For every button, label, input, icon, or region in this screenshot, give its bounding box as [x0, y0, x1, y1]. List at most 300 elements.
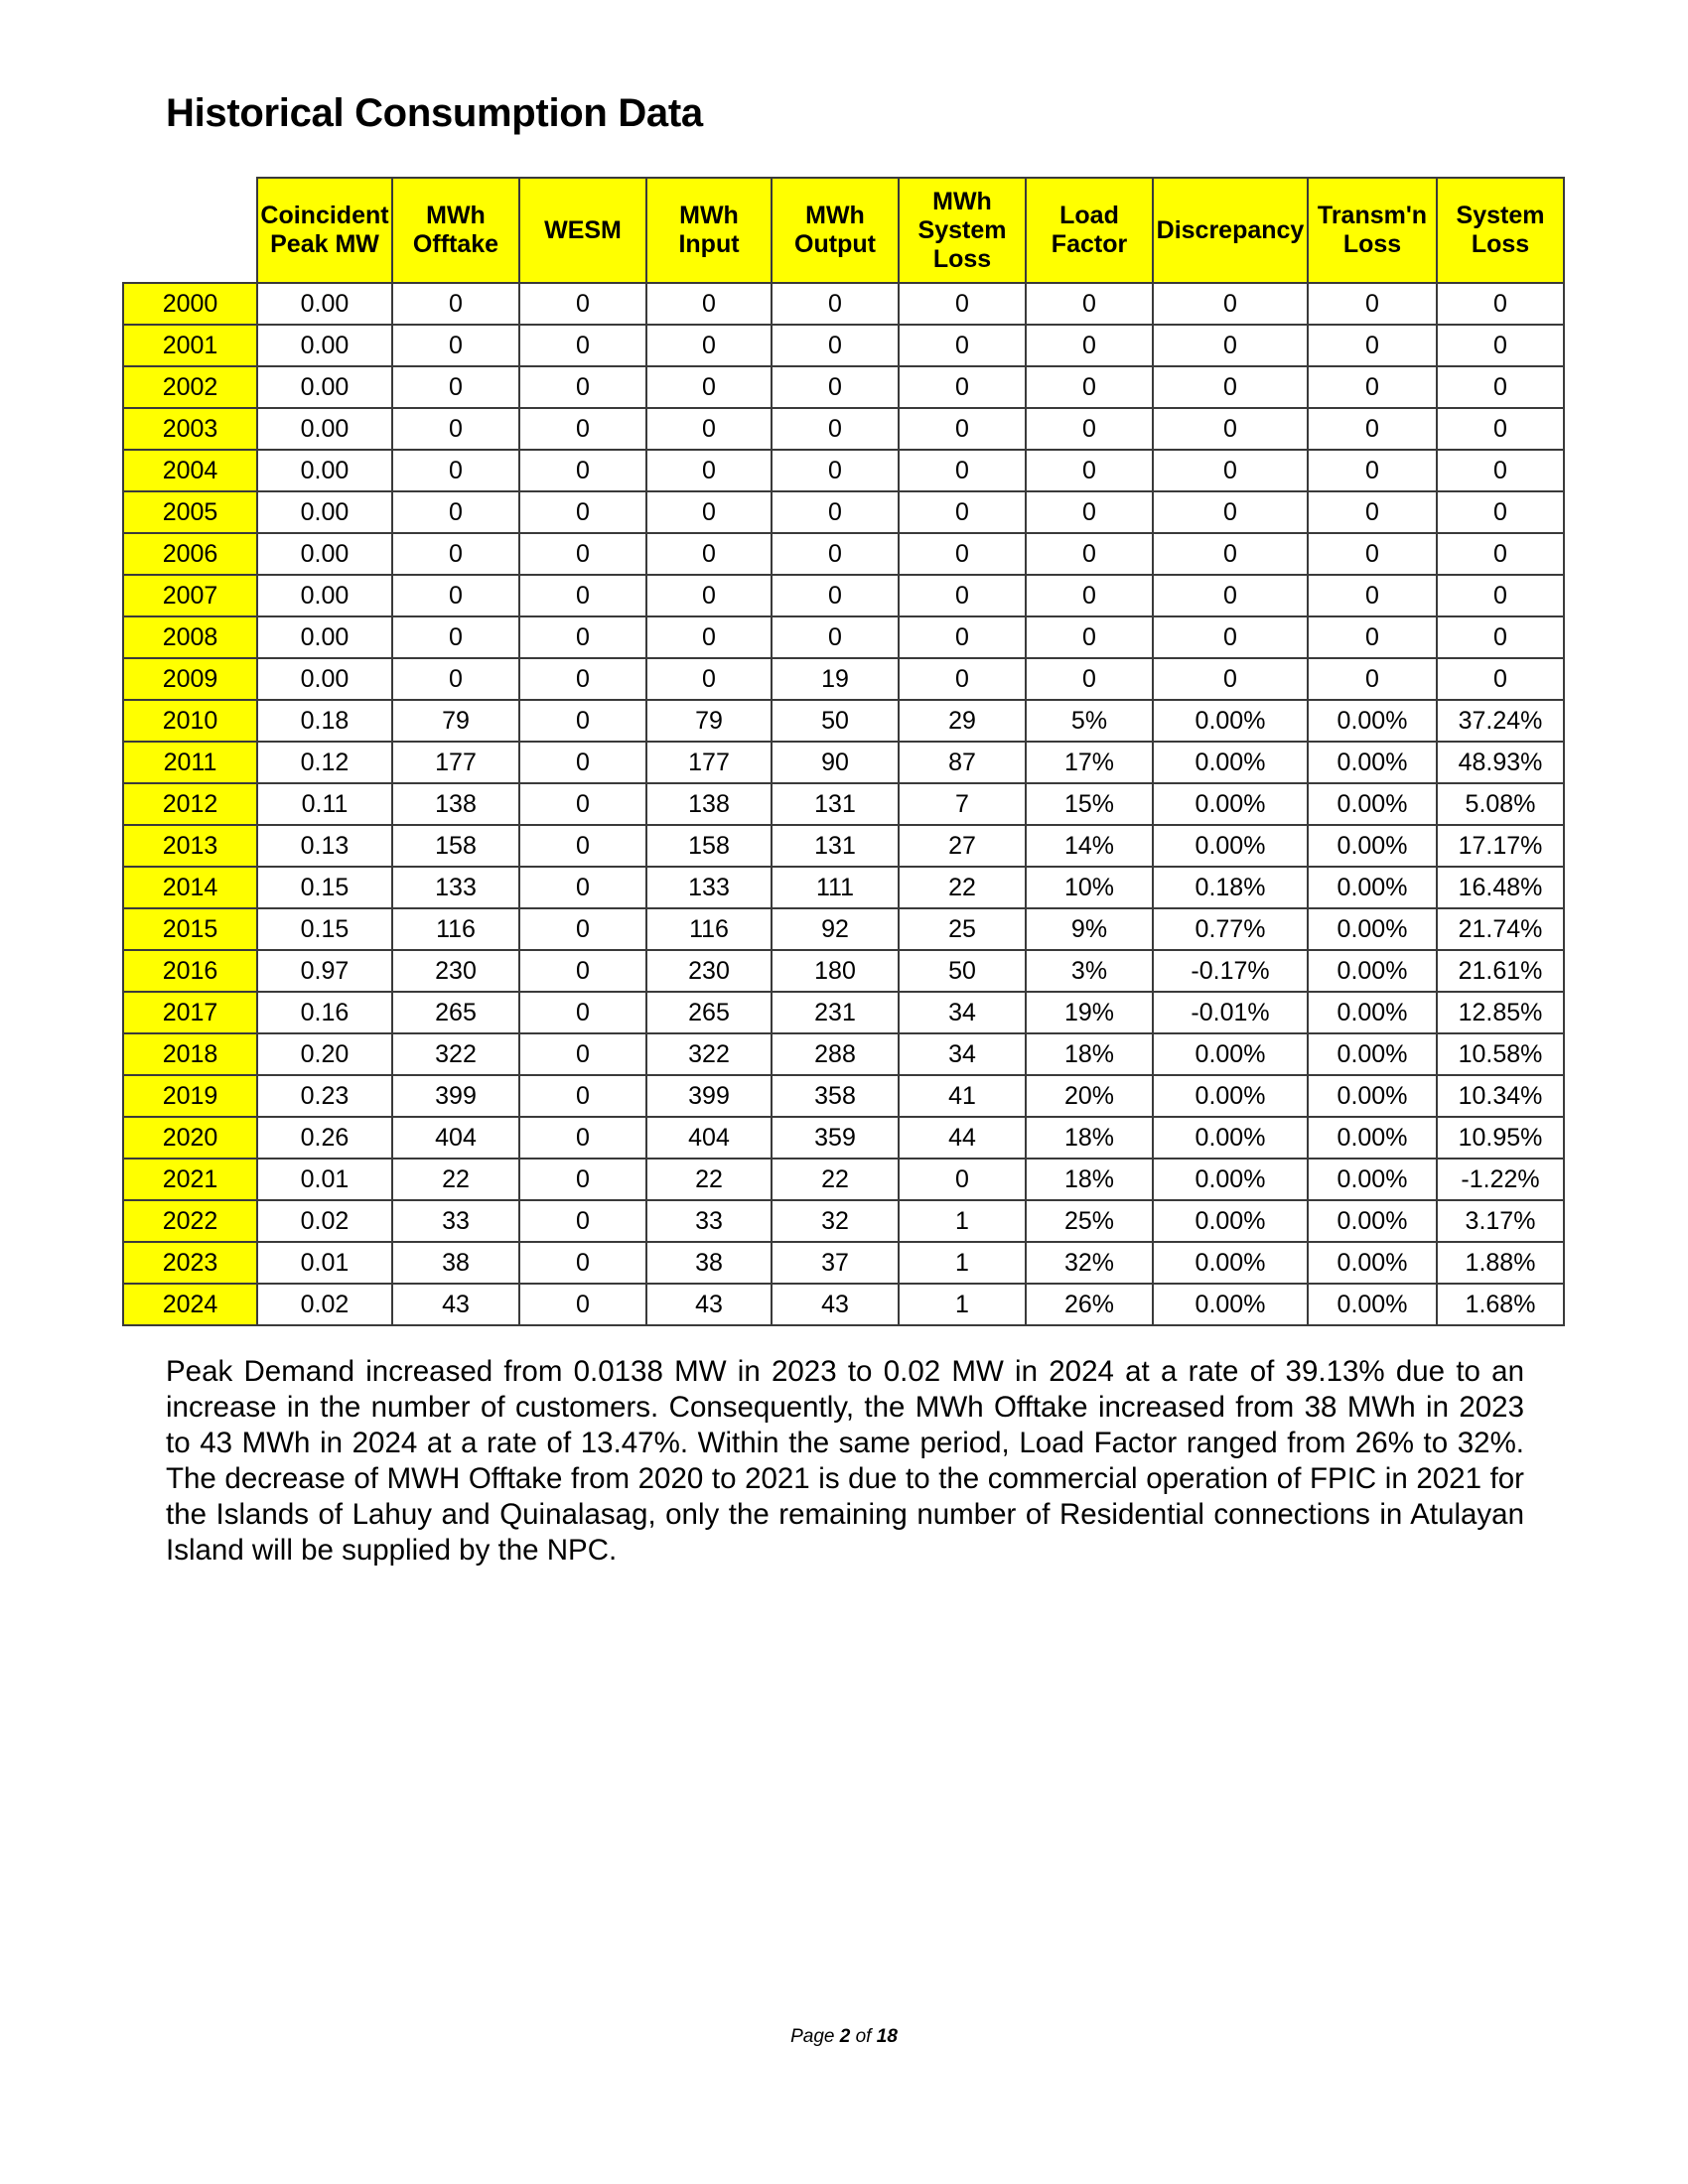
table-cell: 0: [519, 616, 646, 658]
table-cell: 0: [519, 491, 646, 533]
table-cell: 0: [519, 1075, 646, 1117]
table-cell: 14%: [1026, 825, 1153, 867]
table-cell: 0: [1308, 408, 1437, 450]
table-cell: 3%: [1026, 950, 1153, 992]
column-header-line: Loss: [1471, 230, 1530, 258]
table-cell: 0: [1026, 575, 1153, 616]
table-cell: 22: [646, 1159, 772, 1200]
column-header-line: WESM: [544, 215, 622, 244]
table-cell: 359: [772, 1117, 899, 1159]
table-cell: 0: [519, 1284, 646, 1325]
table-row: [123, 1242, 1564, 1284]
table-cell: 0.18: [257, 700, 392, 742]
table-cell: 0.00%: [1308, 1075, 1437, 1117]
year-cell: 2023: [123, 1242, 257, 1284]
column-header-line: MWh: [426, 202, 486, 229]
table-cell: 25%: [1026, 1200, 1153, 1242]
table-cell: 131: [772, 825, 899, 867]
table-cell: 0: [1153, 533, 1308, 575]
table-cell: 116: [646, 908, 772, 950]
table-cell: 0: [1437, 325, 1564, 366]
table-cell: 0: [519, 408, 646, 450]
table-cell: 38: [646, 1242, 772, 1284]
table-cell: 0: [646, 533, 772, 575]
footer-of-word: of: [855, 2026, 872, 2047]
year-cell: 2006: [123, 533, 257, 575]
year-cell: 2010: [123, 700, 257, 742]
table-cell: 0: [1026, 450, 1153, 491]
table-row: [123, 575, 1564, 616]
table-cell: 87: [899, 742, 1026, 783]
table-cell: 38: [392, 1242, 519, 1284]
table-cell: 0: [646, 616, 772, 658]
table-cell: 0: [899, 491, 1026, 533]
table-cell: -0.01%: [1153, 992, 1308, 1033]
table-cell: 12.85%: [1437, 992, 1564, 1033]
table-cell: 158: [392, 825, 519, 867]
table-cell: 0: [392, 366, 519, 408]
table-cell: 10%: [1026, 867, 1153, 908]
column-header-line: MWh: [805, 202, 865, 229]
table-cell: 0: [899, 408, 1026, 450]
table-cell: 0: [1308, 366, 1437, 408]
table-cell: 5.08%: [1437, 783, 1564, 825]
table-cell: 10.34%: [1437, 1075, 1564, 1117]
year-cell: 2004: [123, 450, 257, 491]
table-body: [123, 283, 1564, 1325]
table-cell: 138: [646, 783, 772, 825]
table-cell: 19%: [1026, 992, 1153, 1033]
table-cell: 0.00%: [1153, 825, 1308, 867]
table-cell: 25: [899, 908, 1026, 950]
table-cell: 0.00%: [1308, 992, 1437, 1033]
table-cell: 0: [1026, 366, 1153, 408]
column-header-line: Input: [678, 230, 740, 258]
table-cell: 0: [519, 742, 646, 783]
year-cell: 2007: [123, 575, 257, 616]
table-cell: 0: [392, 533, 519, 575]
table-cell: 0: [392, 575, 519, 616]
page-title: Historical Consumption Data: [166, 91, 703, 135]
table-cell: 0.00%: [1308, 950, 1437, 992]
table-cell: 0: [392, 450, 519, 491]
column-header-line: Output: [794, 230, 876, 258]
table-cell: 0.00%: [1308, 908, 1437, 950]
table-cell: 0: [1308, 533, 1437, 575]
table-cell: 0.00: [257, 325, 392, 366]
table-cell: 10.95%: [1437, 1117, 1564, 1159]
table-cell: 17%: [1026, 742, 1153, 783]
table-cell: 265: [392, 992, 519, 1033]
table-row: [123, 867, 1564, 908]
table-cell: 0.12: [257, 742, 392, 783]
table-cell: 0.00%: [1153, 1159, 1308, 1200]
table-row: [123, 408, 1564, 450]
table-cell: 0: [1437, 616, 1564, 658]
table-cell: 0: [519, 325, 646, 366]
table-cell: -0.17%: [1153, 950, 1308, 992]
table-cell: 0: [646, 450, 772, 491]
table-cell: 37: [772, 1242, 899, 1284]
table-cell: 0: [519, 450, 646, 491]
table-cell: 0: [772, 325, 899, 366]
table-cell: 322: [646, 1033, 772, 1075]
table-cell: 79: [392, 700, 519, 742]
table-cell: 0: [646, 366, 772, 408]
table-cell: 0: [1153, 408, 1308, 450]
table-cell: 0: [899, 616, 1026, 658]
column-header: [519, 178, 646, 283]
table-cell: 43: [646, 1284, 772, 1325]
table-cell: 0: [772, 450, 899, 491]
table-cell: 0.97: [257, 950, 392, 992]
table-cell: 43: [392, 1284, 519, 1325]
table-cell: 0: [899, 533, 1026, 575]
table-cell: 27: [899, 825, 1026, 867]
table-cell: 41: [899, 1075, 1026, 1117]
table-cell: 111: [772, 867, 899, 908]
table-cell: 0: [392, 408, 519, 450]
table-cell: 0.00%: [1308, 1117, 1437, 1159]
year-cell: 2000: [123, 283, 257, 325]
table-cell: 29: [899, 700, 1026, 742]
year-cell: 2013: [123, 825, 257, 867]
table-cell: 0.00%: [1308, 825, 1437, 867]
column-header-line: Coincident: [260, 202, 389, 229]
table-cell: 133: [392, 867, 519, 908]
table-cell: 0.77%: [1153, 908, 1308, 950]
table-cell: 0: [1026, 325, 1153, 366]
table-cell: 20%: [1026, 1075, 1153, 1117]
table-cell: 19: [772, 658, 899, 700]
table-cell: 180: [772, 950, 899, 992]
table-cell: 90: [772, 742, 899, 783]
table-cell: 0: [519, 1117, 646, 1159]
table-row: [123, 825, 1564, 867]
table-cell: 0: [1026, 533, 1153, 575]
column-header-line: Discrepancy: [1156, 215, 1305, 244]
table-cell: 0.00%: [1308, 783, 1437, 825]
year-cell: 2015: [123, 908, 257, 950]
table-cell: 0.00: [257, 366, 392, 408]
table-cell: 18%: [1026, 1159, 1153, 1200]
table-cell: 0: [519, 825, 646, 867]
table-cell: 0: [519, 950, 646, 992]
table-cell: 0.00%: [1308, 700, 1437, 742]
year-cell: 2024: [123, 1284, 257, 1325]
table-row: [123, 616, 1564, 658]
table-cell: 404: [392, 1117, 519, 1159]
table-row: [123, 366, 1564, 408]
table-row: [123, 700, 1564, 742]
table-cell: 0.00: [257, 283, 392, 325]
table-cell: 7: [899, 783, 1026, 825]
table-row: [123, 1117, 1564, 1159]
table-row: [123, 533, 1564, 575]
table-cell: 399: [646, 1075, 772, 1117]
table-row: [123, 950, 1564, 992]
table-cell: 0.00%: [1308, 1284, 1437, 1325]
table-cell: 17.17%: [1437, 825, 1564, 867]
table-cell: 177: [392, 742, 519, 783]
table-cell: 131: [772, 783, 899, 825]
table-cell: 0: [1437, 450, 1564, 491]
table-cell: 399: [392, 1075, 519, 1117]
table-cell: 0: [392, 616, 519, 658]
table-cell: 0: [1153, 450, 1308, 491]
table-cell: 21.61%: [1437, 950, 1564, 992]
table-cell: 0: [392, 658, 519, 700]
table-row: [123, 992, 1564, 1033]
table-cell: 0: [519, 1159, 646, 1200]
table-cell: 0: [519, 283, 646, 325]
table-cell: 0: [772, 283, 899, 325]
column-header: [646, 178, 772, 283]
year-cell: 2022: [123, 1200, 257, 1242]
table-cell: 0: [1153, 325, 1308, 366]
table-cell: 0: [899, 1159, 1026, 1200]
table-cell: 0: [899, 450, 1026, 491]
table-cell: 21.74%: [1437, 908, 1564, 950]
table-cell: 404: [646, 1117, 772, 1159]
table-cell: 0: [519, 867, 646, 908]
column-header-line: MWh: [679, 202, 739, 229]
table-cell: 0.23: [257, 1075, 392, 1117]
year-cell: 2019: [123, 1075, 257, 1117]
table-cell: 0: [1153, 575, 1308, 616]
column-header: [1437, 178, 1564, 283]
table-row: [123, 1284, 1564, 1325]
header-corner: [123, 178, 257, 283]
year-cell: 2012: [123, 783, 257, 825]
table-cell: 1: [899, 1242, 1026, 1284]
table-cell: 9%: [1026, 908, 1153, 950]
table-cell: 33: [646, 1200, 772, 1242]
column-header-line: Loss: [932, 244, 992, 273]
table-cell: 0.00%: [1308, 1159, 1437, 1200]
table-row: [123, 742, 1564, 783]
table-cell: 22: [772, 1159, 899, 1200]
table-cell: 231: [772, 992, 899, 1033]
table-cell: 322: [392, 1033, 519, 1075]
historical-consumption-table: [122, 177, 1565, 1326]
column-header: [899, 178, 1026, 283]
table-cell: 0.15: [257, 908, 392, 950]
table-cell: 32%: [1026, 1242, 1153, 1284]
column-header-line: System: [1456, 202, 1545, 229]
table-cell: 0.13: [257, 825, 392, 867]
table-cell: 0: [1308, 325, 1437, 366]
column-header-line: System: [917, 215, 1007, 244]
table-row: [123, 1200, 1564, 1242]
table-cell: 0: [1026, 283, 1153, 325]
table-cell: 0: [1153, 283, 1308, 325]
column-header-line: Offtake: [412, 230, 499, 258]
column-header: [1308, 178, 1437, 283]
table-cell: 0: [646, 408, 772, 450]
year-cell: 2011: [123, 742, 257, 783]
table-cell: 0.00%: [1308, 1242, 1437, 1284]
table-cell: 0: [899, 366, 1026, 408]
column-header-line: Transm'n: [1317, 202, 1428, 229]
table-cell: 0.00: [257, 450, 392, 491]
table-cell: 3.17%: [1437, 1200, 1564, 1242]
year-cell: 2014: [123, 867, 257, 908]
table-cell: 0.01: [257, 1159, 392, 1200]
table-cell: 0: [519, 1200, 646, 1242]
table-cell: 0.15: [257, 867, 392, 908]
table-row: [123, 1033, 1564, 1075]
table-cell: 0: [772, 575, 899, 616]
table-cell: 34: [899, 1033, 1026, 1075]
table-cell: 177: [646, 742, 772, 783]
table-cell: 0.00%: [1153, 742, 1308, 783]
table-cell: 0.02: [257, 1284, 392, 1325]
table-cell: 0.00%: [1153, 783, 1308, 825]
table-cell: 0: [1437, 408, 1564, 450]
table-cell: 0.00: [257, 575, 392, 616]
table-cell: 0.00%: [1153, 1033, 1308, 1075]
table-cell: 0.02: [257, 1200, 392, 1242]
table-row: [123, 783, 1564, 825]
table-cell: 0: [1026, 491, 1153, 533]
table-cell: 0.00%: [1308, 742, 1437, 783]
table-cell: 0: [772, 616, 899, 658]
table-cell: 0: [899, 658, 1026, 700]
column-header-line: Load: [1059, 202, 1119, 229]
table-cell: 0: [1308, 616, 1437, 658]
table-cell: 0: [646, 658, 772, 700]
table-cell: 50: [899, 950, 1026, 992]
year-cell: 2005: [123, 491, 257, 533]
table-cell: 0: [519, 1033, 646, 1075]
table-header-row: [123, 178, 1564, 283]
table-cell: 0: [519, 575, 646, 616]
table-cell: 0.00%: [1153, 1284, 1308, 1325]
table-cell: 43: [772, 1284, 899, 1325]
column-header-line: Peak MW: [270, 230, 379, 258]
table-cell: 0: [899, 325, 1026, 366]
table-cell: 0.26: [257, 1117, 392, 1159]
table-cell: 18%: [1026, 1117, 1153, 1159]
table-cell: 230: [646, 950, 772, 992]
table-cell: 0: [1308, 283, 1437, 325]
year-cell: 2018: [123, 1033, 257, 1075]
footer-page-word: Page: [790, 2026, 835, 2047]
column-header: [1026, 178, 1153, 283]
table-cell: 0.00%: [1153, 1200, 1308, 1242]
table-cell: 0: [646, 575, 772, 616]
table-cell: 1: [899, 1284, 1026, 1325]
table-cell: 0: [1437, 491, 1564, 533]
table-cell: 0.01: [257, 1242, 392, 1284]
table-cell: 22: [392, 1159, 519, 1200]
year-cell: 2002: [123, 366, 257, 408]
table-row: [123, 325, 1564, 366]
table-cell: 0: [519, 783, 646, 825]
table-cell: 158: [646, 825, 772, 867]
table-row: [123, 283, 1564, 325]
table-cell: 0.00: [257, 408, 392, 450]
column-header-line: Factor: [1051, 230, 1128, 258]
year-cell: 2008: [123, 616, 257, 658]
table-cell: 0: [772, 408, 899, 450]
table-cell: 0.18%: [1153, 867, 1308, 908]
table-cell: 0: [519, 658, 646, 700]
table-cell: 15%: [1026, 783, 1153, 825]
table-cell: 1.88%: [1437, 1242, 1564, 1284]
table-cell: 0: [1026, 658, 1153, 700]
table-cell: 0: [772, 491, 899, 533]
column-header: [772, 178, 899, 283]
table-cell: 0: [772, 533, 899, 575]
table-cell: 0.00: [257, 533, 392, 575]
table-cell: 116: [392, 908, 519, 950]
summary-paragraph: Peak Demand increased from 0.0138 MW in 2023 to 0.02 MW in 2024 at a rate of 39.13% due to an increase in the number of customers. Consequently, the MWh Offtake increased from 38 MWh in 2023 to 43 MWh in 2024 at a rate of 13.47%. Within the same period, Load Factor ranged from 26% to 32%. The decrease of MWH Offtake from 2020 to 2021 is due to the commercial operation of FPIC in 2021 for the Islands of Lahuy and Quinalasag, only the remaining number of Residential connections in Atulayan Island will be supplied by the NPC.: [166, 1355, 1524, 1567]
table-cell: 79: [646, 700, 772, 742]
table-cell: 0: [1308, 658, 1437, 700]
table-cell: 33: [392, 1200, 519, 1242]
table-row: [123, 908, 1564, 950]
table-cell: 0: [899, 283, 1026, 325]
table-cell: 0.00%: [1308, 1033, 1437, 1075]
table-cell: 26%: [1026, 1284, 1153, 1325]
table-cell: 0: [1308, 491, 1437, 533]
table-cell: 0: [519, 992, 646, 1033]
table-cell: 37.24%: [1437, 700, 1564, 742]
table-cell: 0: [1308, 450, 1437, 491]
table-cell: 0: [1026, 616, 1153, 658]
table-cell: -1.22%: [1437, 1159, 1564, 1200]
table-cell: 10.58%: [1437, 1033, 1564, 1075]
column-header: [1153, 178, 1308, 283]
column-header: [392, 178, 519, 283]
table-cell: 0.00%: [1153, 700, 1308, 742]
table-cell: 0: [646, 491, 772, 533]
table-cell: 0.00%: [1308, 867, 1437, 908]
table-cell: 0: [1026, 408, 1153, 450]
table-cell: 0: [1437, 533, 1564, 575]
table-row: [123, 1075, 1564, 1117]
column-header: [257, 178, 392, 283]
table-cell: 0: [1153, 658, 1308, 700]
table-cell: 0: [1437, 575, 1564, 616]
year-cell: 2017: [123, 992, 257, 1033]
column-header-line: Loss: [1342, 230, 1402, 258]
table-cell: 0: [646, 325, 772, 366]
table-cell: 32: [772, 1200, 899, 1242]
year-cell: 2009: [123, 658, 257, 700]
table-cell: 0: [392, 325, 519, 366]
table-cell: 0: [519, 533, 646, 575]
table-cell: 133: [646, 867, 772, 908]
table-cell: 0.00: [257, 658, 392, 700]
table-cell: 18%: [1026, 1033, 1153, 1075]
table-cell: 0: [1308, 575, 1437, 616]
table-row: [123, 450, 1564, 491]
table-cell: 0: [1153, 616, 1308, 658]
table-row: [123, 1159, 1564, 1200]
table-cell: 0.00%: [1153, 1242, 1308, 1284]
year-cell: 2001: [123, 325, 257, 366]
footer-page-total: 18: [876, 2026, 898, 2047]
table-cell: 0: [392, 491, 519, 533]
table-cell: 0: [772, 366, 899, 408]
table-cell: 265: [646, 992, 772, 1033]
table-cell: 1: [899, 1200, 1026, 1242]
table-cell: 92: [772, 908, 899, 950]
table-cell: 5%: [1026, 700, 1153, 742]
